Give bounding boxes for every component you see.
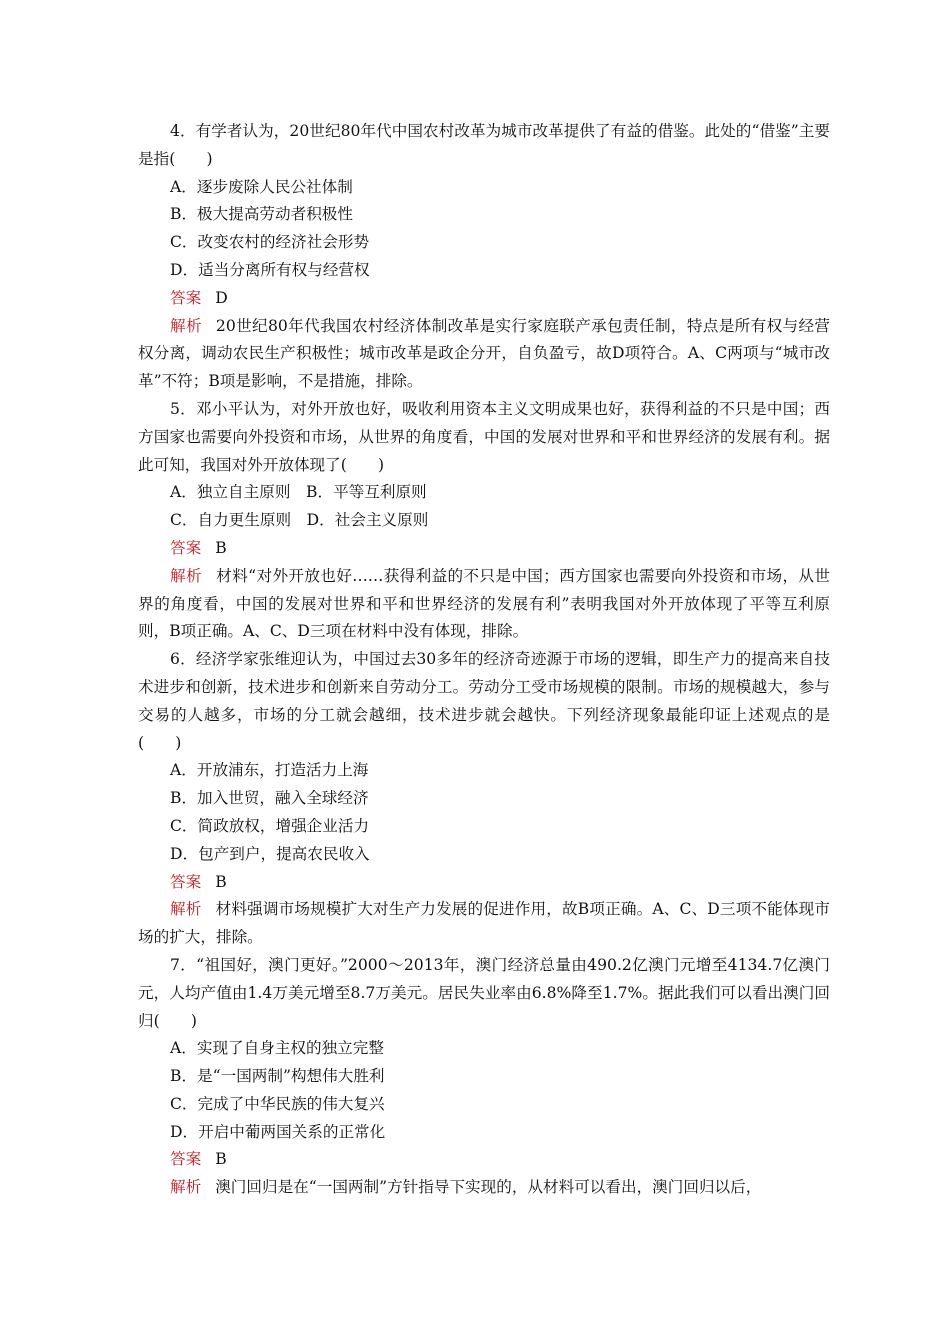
question-stem: 5．邓小平认为，对外开放也好，吸收利用资本主义文明成果也好，获得利益的不只是中国；西方国家也需要向外投资和市场，从世界的角度看，中国的发展对世界和平和世界经济的发展有利。据此可知，我国对外开放体现了( ) <box>138 399 830 474</box>
answer-value: B <box>215 538 227 557</box>
option-b: B．加入世贸，融入全球经济 <box>170 789 369 808</box>
analysis-paragraph <box>138 1174 830 1202</box>
answer-label: 答案 <box>170 1150 202 1169</box>
option-c: C．改变农村的经济社会形势 <box>170 233 370 252</box>
answer-value: B <box>215 1150 227 1169</box>
answer-value: B <box>215 872 227 891</box>
analysis-paragraph <box>138 313 830 396</box>
option-a: A．开放浦东，打造活力上海 <box>170 761 369 780</box>
options-cd: C．自力更生原则 D．社会主义原则 <box>170 511 429 530</box>
answer-line <box>138 285 830 313</box>
answer-value: D <box>215 288 228 307</box>
analysis-label: 解析 <box>170 566 202 585</box>
options-ab: A．独立自主原则 B．平等互利原则 <box>170 483 427 502</box>
analysis-text: 20世纪80年代我国农村经济体制改革是实行家庭联产承包责任制，特点是所有权与经营权分离，调动农民生产积极性；城市改革是政企分开，自负盈亏，故D项符合。A、C两项与“城市改革”不符；B项是影响，不是措施，排除。 <box>138 316 830 391</box>
answer-line <box>138 869 830 897</box>
question-stem: 6．经济学家张维迎认为，中国过去30多年的经济奇迹源于市场的逻辑，即生产力的提高来自技术进步和创新，技术进步和创新来自劳动分工。劳动分工受市场规模的限制。市场的规模越大，参与交易的人越多，市场的分工就会越细，技术进步就会越快。下列经济现象最能印证上述观点的是( ) <box>138 650 830 752</box>
answer-label: 答案 <box>170 872 202 891</box>
option-a: A．逐步废除人民公社体制 <box>170 177 353 196</box>
answer-line <box>138 1146 830 1174</box>
option-c: C．完成了中华民族的伟大复兴 <box>170 1094 385 1113</box>
question-6 <box>138 646 830 952</box>
analysis-label: 解析 <box>170 1178 202 1197</box>
question-stem: 4．有学者认为，20世纪80年代中国农村改革为城市改革提供了有益的借鉴。此处的“借鉴”主要是指( ) <box>138 122 830 168</box>
analysis-text: 澳门回归是在“一国两制”方针指导下实现的，从材料可以看出，澳门回归以后， <box>215 1178 762 1197</box>
analysis-text: 材料“对外开放也好……获得利益的不只是中国；西方国家也需要向外投资和市场，从世界的角度看，中国的发展对世界和平和世界经济的发展有利”表明我国对外开放体现了平等互利原则，B项正确。A、C、D三项在材料中没有体现，排除。 <box>138 566 830 641</box>
question-4 <box>138 118 830 396</box>
option-b: B．是“一国两制”构想伟大胜利 <box>170 1067 385 1086</box>
option-d: D．开启中葡两国关系的正常化 <box>170 1122 386 1141</box>
analysis-paragraph <box>138 563 830 646</box>
answer-line <box>138 535 830 563</box>
option-a: A．实现了自身主权的独立完整 <box>170 1039 384 1058</box>
analysis-text: 材料强调市场规模扩大对生产力发展的促进作用，故B项正确。A、C、D三项不能体现市场的扩大，排除。 <box>138 900 830 947</box>
analysis-label: 解析 <box>170 316 202 335</box>
option-c: C．简政放权，增强企业活力 <box>170 816 370 835</box>
document-page <box>138 118 830 1202</box>
analysis-paragraph <box>138 896 830 952</box>
answer-label: 答案 <box>170 288 202 307</box>
analysis-label: 解析 <box>170 900 202 919</box>
option-d: D．包产到户，提高农民收入 <box>170 844 370 863</box>
question-stem: 7．“祖国好，澳门更好。”2000～2013年，澳门经济总量由490.2亿澳门元增至4134.7亿澳门元，人均产值由1.4万美元增至8.7万美元。居民失业率由6.8%降至1.7%。据此我们可以看出澳门回归( ) <box>138 955 830 1030</box>
question-7 <box>138 952 830 1202</box>
option-b: B．极大提高劳动者积极性 <box>170 205 353 224</box>
option-d: D．适当分离所有权与经营权 <box>170 260 370 279</box>
question-5 <box>138 396 830 646</box>
answer-label: 答案 <box>170 538 202 557</box>
